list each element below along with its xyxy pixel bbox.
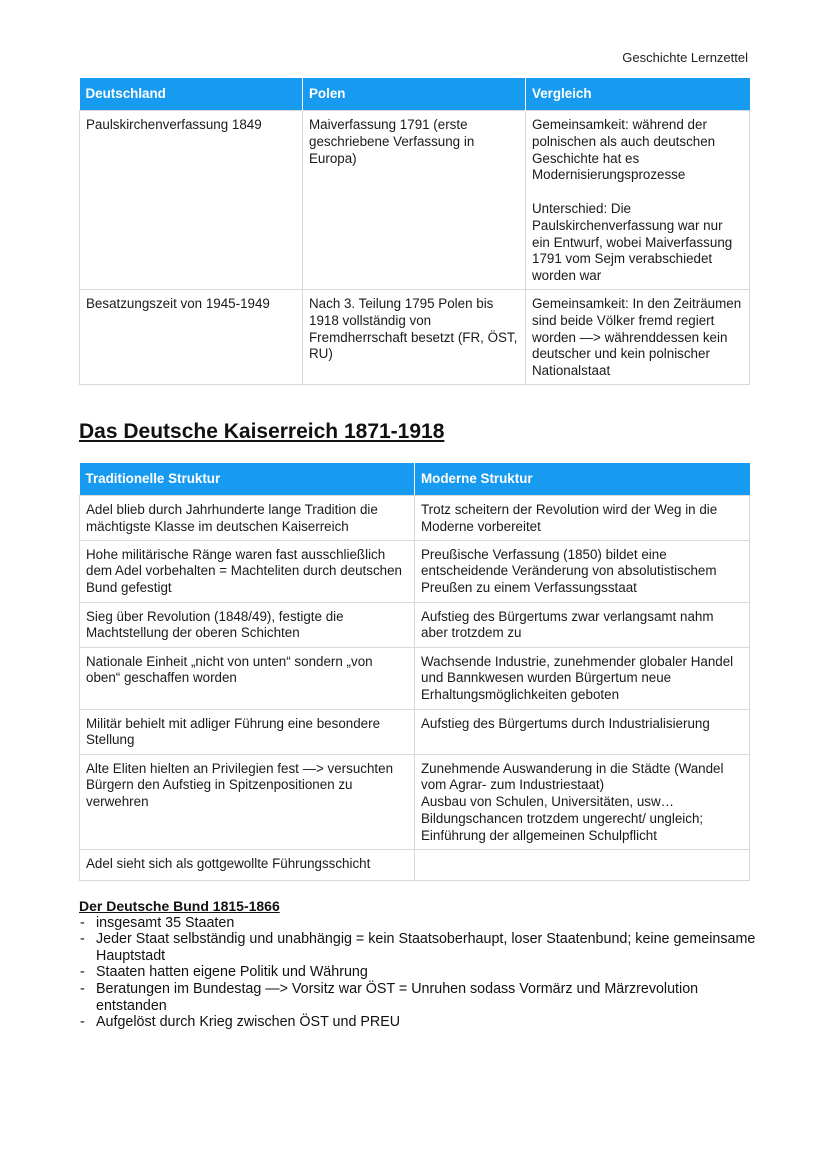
cell-paragraph: Gemeinsamkeit: während der polnischen als auch deutschen Geschichte hat es Modernisierungsprozesse xyxy=(532,117,716,183)
column-header-polen: Polen xyxy=(303,78,526,111)
table-cell: Hohe militärische Ränge waren fast ausschließlich dem Adel vorbehalten = Machteliten durch deutschen Bund gefestigt xyxy=(80,540,415,602)
table-header-row xyxy=(80,463,750,496)
table-cell xyxy=(526,111,750,290)
table-cell: Wachsende Industrie, zunehmender globaler Handel und Bannkwesen wurden Bürgertum neue Erhaltungsmöglichkeiten geboten xyxy=(415,647,750,709)
list-item: - Beratungen im Bundestag —> Vorsitz war ÖST = Unruhen sodass Vormärz und Märzrevolution entstanden xyxy=(79,981,759,1014)
table-cell: Trotz scheitern der Revolution wird der Weg in die Moderne vorbereitet xyxy=(415,496,750,541)
table-cell: Adel sieht sich als gottgewollte Führungsschicht xyxy=(80,849,415,880)
bund-list xyxy=(79,915,759,1031)
column-header-vergleich: Vergleich xyxy=(526,78,750,111)
list-item: - Staaten hatten eigene Politik und Währung xyxy=(79,964,759,981)
section-title: Das Deutsche Kaiserreich 1871-1918 xyxy=(79,420,445,443)
table-cell: Alte Eliten hielten an Privilegien fest —> versuchten Bürgern den Aufstieg in Spitzenpositionen zu verwehren xyxy=(80,754,415,849)
table-header-row xyxy=(80,78,750,111)
table-row xyxy=(80,849,750,880)
table-row xyxy=(80,647,750,709)
column-header-deutschland: Deutschland xyxy=(80,78,303,111)
table-cell: Militär behielt mit adliger Führung eine besondere Stellung xyxy=(80,709,415,754)
table-row xyxy=(80,709,750,754)
column-header-traditionell: Traditionelle Struktur xyxy=(80,463,415,496)
table-cell: Adel blieb durch Jahrhunderte lange Tradition die mächtigste Klasse im deutschen Kaiserreich xyxy=(80,496,415,541)
table-cell: Preußische Verfassung (1850) bildet eine entscheidende Veränderung von absolutistischem Preußen zu einem Verfassungsstaat xyxy=(415,540,750,602)
list-item: - Aufgelöst durch Krieg zwischen ÖST und PREU xyxy=(79,1014,759,1031)
list-item: - insgesamt 35 Staaten xyxy=(79,915,759,932)
table-row xyxy=(80,111,750,290)
table-row xyxy=(80,540,750,602)
table-row xyxy=(80,754,750,849)
table-cell: Nationale Einheit „nicht von unten“ sondern „von oben“ geschaffen worden xyxy=(80,647,415,709)
table-cell: Gemeinsamkeit: In den Zeiträumen sind beide Völker fremd regiert worden —> währenddessen kein deutscher und kein polnischer Nationalstaat xyxy=(526,289,750,384)
document-header: Geschichte Lernzettel xyxy=(622,50,748,65)
table-cell: Sieg über Revolution (1848/49), festigte die Machtstellung der oberen Schichten xyxy=(80,602,415,647)
table-cell: Paulskirchenverfassung 1849 xyxy=(80,111,303,290)
list-item: - Jeder Staat selbständig und unabhängig = kein Staatsoberhaupt, loser Staatenbund; keine gemeinsame Hauptstadt xyxy=(79,931,759,964)
table-cell: Maiverfassung 1791 (erste geschriebene Verfassung in Europa) xyxy=(303,111,526,290)
table-cell xyxy=(415,849,750,880)
table-row xyxy=(80,496,750,541)
cell-paragraph: Unterschied: Die Paulskirchenverfassung war nur ein Entwurf, wobei Maiverfassung 1791 vom Sejm verabschiedet worden war xyxy=(532,200,733,284)
table-row xyxy=(80,289,750,384)
table-cell: Aufstieg des Bürgertums zwar verlangsamt nahm aber trotzdem zu xyxy=(415,602,750,647)
table-cell: Zunehmende Auswanderung in die Städte (Wandel vom Agrar- zum Industriestaat) Ausbau von Schulen, Universitäten, usw… Bildungschancen trotzdem ungerecht/ ungleich; Einführung der allgemeinen Schulpflicht xyxy=(415,754,750,849)
table-cell: Besatzungszeit von 1945-1949 xyxy=(80,289,303,384)
structure-table xyxy=(79,463,750,881)
table-row xyxy=(80,602,750,647)
deutscher-bund-section xyxy=(79,898,759,1031)
bund-title: Der Deutsche Bund 1815-1866 xyxy=(79,898,280,914)
table-cell: Aufstieg des Bürgertums durch Industrialisierung xyxy=(415,709,750,754)
table-cell: Nach 3. Teilung 1795 Polen bis 1918 vollständig von Fremdherrschaft besetzt (FR, ÖST, RU) xyxy=(303,289,526,384)
column-header-modern: Moderne Struktur xyxy=(415,463,750,496)
comparison-table xyxy=(79,78,750,385)
